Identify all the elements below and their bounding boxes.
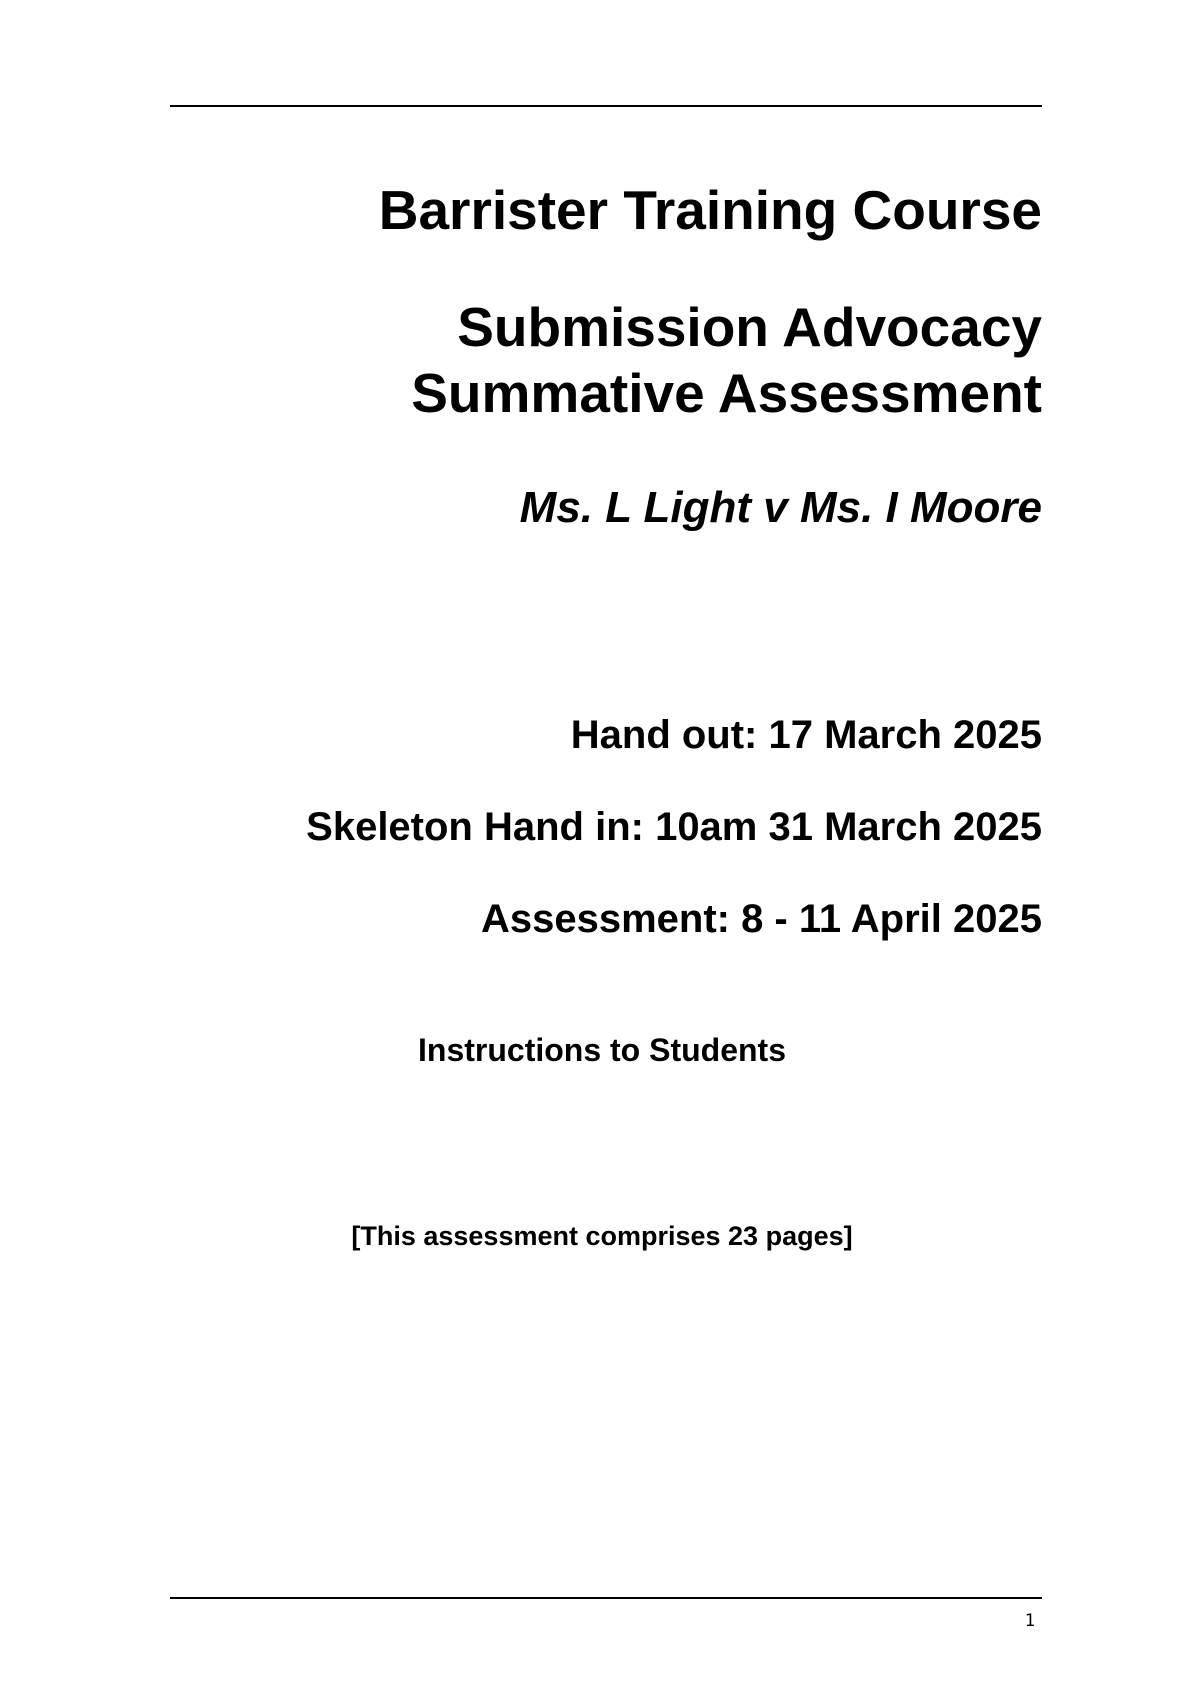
pages-note: [This assessment comprises 23 pages] — [351, 1221, 853, 1251]
assessment-title — [411, 294, 1042, 426]
footer-rule — [170, 1597, 1042, 1599]
case-name: Ms. L Light v Ms. I Moore — [519, 483, 1042, 532]
page-number: 1 — [1024, 1611, 1035, 1631]
hand-out-date: Hand out: 17 March 2025 — [570, 713, 1042, 757]
instructions-heading: Instructions to Students — [418, 1032, 786, 1068]
assessment-title-line-2: Summative Assessment — [411, 362, 1042, 424]
header-rule — [170, 105, 1042, 107]
assessment-title-line-1: Submission Advocacy — [457, 296, 1042, 358]
skeleton-hand-in-date: Skeleton Hand in: 10am 31 March 2025 — [306, 805, 1042, 849]
course-title: Barrister Training Course — [378, 179, 1042, 241]
assessment-dates: Assessment: 8 - 11 April 2025 — [480, 897, 1042, 941]
